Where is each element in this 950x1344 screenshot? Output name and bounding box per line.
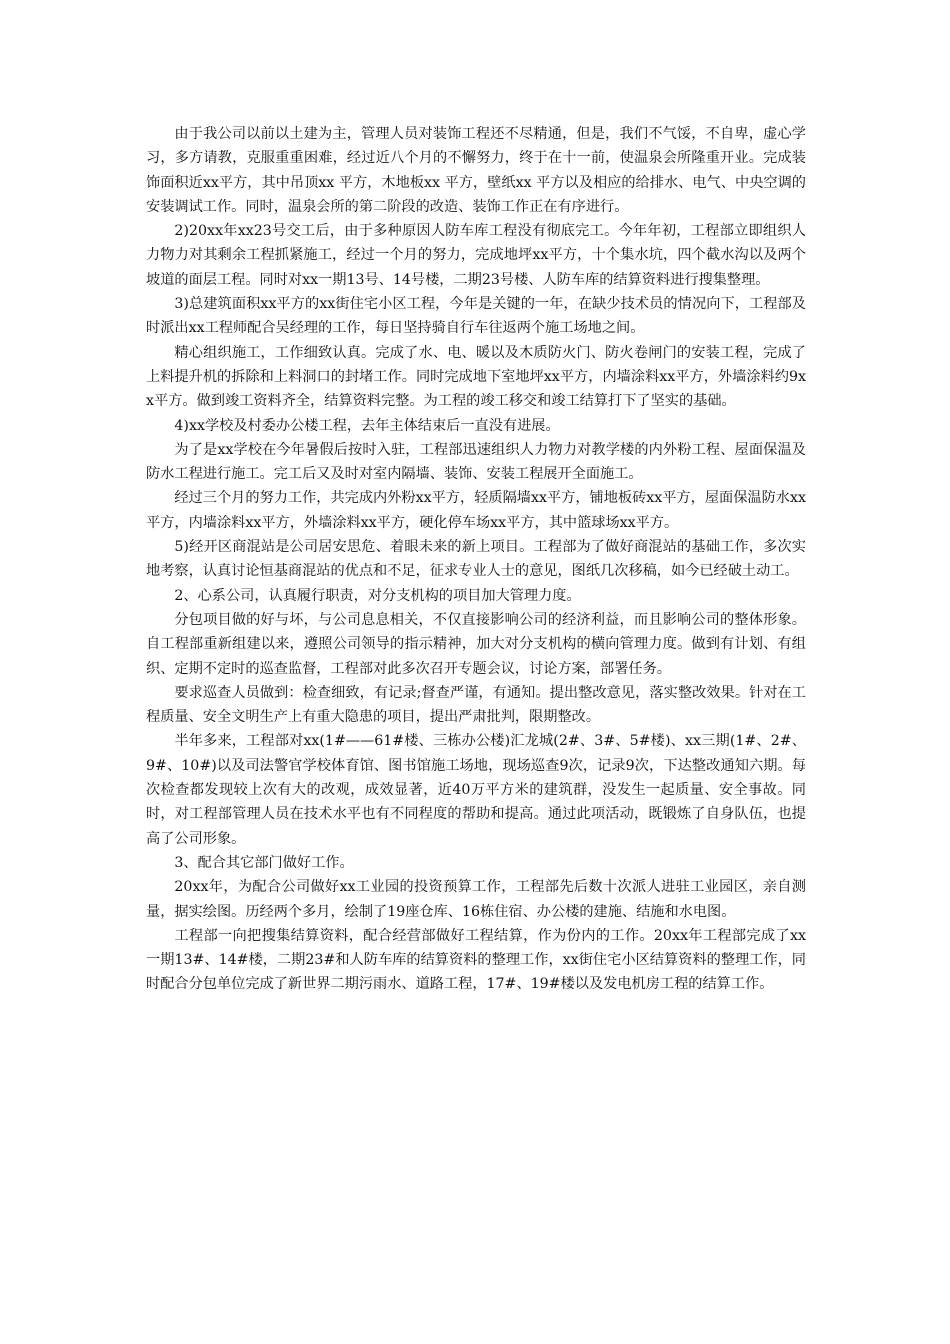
paragraph-school-office-building: 4)xx学校及村委办公楼工程，去年主体结束后一直没有进展。 [174,417,560,434]
paragraph-school-move-in: 为了是xx学校在今年暑假后按时入驻，工程部迅速组织人力物力对教学楼的内外粉工程、屋面保温及防水工程进行施工。完工后又及时对室内隔墙、装饰、安装工程展开全面施工。 [146,441,806,483]
paragraph-construction-organization: 精心组织施工，工作细致认真。完成了水、电、暖以及木质防火门、防火卷闸门的安装工程，完成了上料提升机的拆除和上料洞口的封堵工作。同时完成地下室地坪xx平方，内墙涂料xx平方，外墙涂料约9xx平方。做到竣工资料齐全，结算资料完整。为工程的竣工移交和竣工结算打下了坚实的基础。 [146,344,806,410]
paragraph-civil-defense-garage: 2)20xx年xx23号交工后，由于多种原因人防车库工程没有彻底完工。今年年初，工程部立即组织人力物力对其剩余工程抓紧施工，经过一个月的努力，完成地坪xx平方，十个集水坑，四个截水沟以及两个坡道的面层工程。同时对xx一期13号、14号楼，二期23号楼、人防车库的结算资料进行搜集整理。 [146,223,806,288]
paragraph-industrial-park: 20xx年，为配合公司做好xx工业园的投资预算工作，工程部先后数十次派人进驻工业园区，亲自测量，据实绘图。历经两个多月，绘制了19座仓库、16栋住宿、办公楼的建施、结施和水电图。 [146,879,806,920]
paragraph-half-year-inspection: 半年多来，工程部对xx(1#——61#楼、三栋办公楼)汇龙城(2#、3#、5#楼)、xx三期(1#、2#、9#、10#)以及司法警官学校体育馆、图书馆施工场地，现场巡查9次，记录9次，下达整改通知六期。每次检查都发现较上次有大的改观，成效显著，近40万平方米的建筑群，没发生一起质量、安全事故。同时，对工程部管理人员在技术水平也有不同程度的帮助和提高。通过此项活动，既锻炼了自身队伍，也提高了公司形象。 [146,733,806,847]
paragraph-subcontract-projects: 分包项目做的好与坏，与公司息息相关，不仅直接影响公司的经济利益，而且影响公司的整体形象。自工程部重新组建以来，遵照公司领导的指示精神，加大对分支机构的横向管理力度。做到有计划、有组织、定期不定时的巡查监督，工程部对此多次召开专题会议，讨论方案，部署任务。 [146,611,806,677]
paragraph-inspection-requirements: 要求巡查人员做到：检查细致，有记录;督查严谨，有通知。提出整改意见，落实整改效果。针对在工程质量、安全文明生产上有重大隐患的项目，提出严肃批判，限期整改。 [146,684,806,726]
paragraph-concrete-station: 5)经开区商混站是公司居安思危、着眼未来的新上项目。工程部为了做好商混站的基础工作，多次实地考察，认真讨论恒基商混站的优点和不足，征求专业人士的意见，图纸几次移稿，如今已经破土动工。 [146,539,806,580]
document-body [146,122,806,997]
section-heading-3: 3、配合其它部门做好工作。 [174,854,354,871]
paragraph-hot-spring-decoration: 由于我公司以前以土建为主，管理人员对装饰工程还不尽精通，但是，我们不气馁，不自卑，虚心学习，多方请教，克服重重困难，经过近八个月的不懈努力，终于在十一前，使温泉会所隆重开业。完成装饰面积近xx平方，其中吊顶xx 平方，木地板xx 平方，壁纸xx 平方以及相应的给排水、电气、中央空调的安装调试工作。同时，温泉会所的第二阶段的改造、装饰工作正在有序进行。 [146,126,806,215]
paragraph-three-months-work: 经过三个月的努力工作，共完成内外粉xx平方，轻质隔墙xx平方，铺地板砖xx平方，屋面保温防水xx平方，内墙涂料xx平方，外墙涂料xx平方，硬化停车场xx平方，其中篮球场xx平方。 [146,490,806,531]
paragraph-residential-district: 3)总建筑面积xx平方的xx街住宅小区工程，今年是关键的一年，在缺少技术员的情况向下，工程部及时派出xx工程师配合吴经理的工作，每日坚持骑自行车往返两个施工场地之间。 [146,296,806,337]
section-heading-2: 2、心系公司，认真履行职责，对分支机构的项目加大管理力度。 [174,587,581,604]
paragraph-settlement-data: 工程部一向把搜集结算资料，配合经营部做好工程结算，作为份内的工作。20xx年工程部完成了xx一期13#、14#楼，二期23#和人防车库的结算资料的整理工作，xx街住宅小区结算资料的整理工作，同时配合分包单位完成了新世界二期污雨水、道路工程，17#、19#楼以及发电机房工程的结算工作。 [146,927,806,993]
